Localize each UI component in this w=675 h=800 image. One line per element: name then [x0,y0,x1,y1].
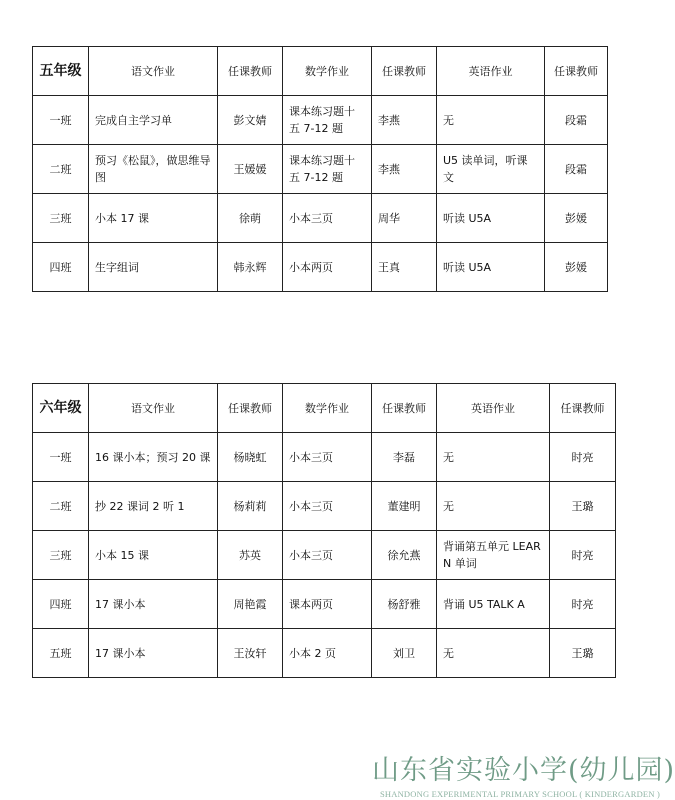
math-teacher: 徐允燕 [372,531,437,580]
math-homework: 小本三页 [283,433,372,482]
english-homework: 背诵 U5 TALK A [437,580,550,629]
header-math-homework: 数学作业 [283,47,372,96]
table-header-row [33,47,608,96]
grade5-homework-table [32,46,608,292]
english-homework: 无 [437,629,550,678]
english-teacher: 段霜 [545,96,608,145]
header-chinese-homework: 语文作业 [89,47,218,96]
table-row [33,145,608,194]
chinese-homework: 生字组词 [89,243,218,292]
chinese-homework: 16 课小本；预习 20 课 [89,433,218,482]
english-homework: 听读 U5A [437,243,545,292]
math-teacher: 董建明 [372,482,437,531]
school-name-chinese: 山东省实验小学(幼儿园) [372,755,675,786]
chinese-teacher: 王汝轩 [218,629,283,678]
chinese-teacher: 杨晓虹 [218,433,283,482]
chinese-homework: 小本 17 课 [89,194,218,243]
english-teacher: 时亮 [550,433,616,482]
chinese-homework: 17 课小本 [89,580,218,629]
chinese-homework: 预习《松鼠》，做思维导图 [89,145,218,194]
math-teacher: 王真 [372,243,437,292]
class-name: 一班 [33,433,89,482]
header-english-homework: 英语作业 [437,47,545,96]
chinese-teacher: 徐萌 [218,194,283,243]
english-homework: 无 [437,96,545,145]
chinese-teacher: 周艳霞 [218,580,283,629]
math-homework: 课本练习题十五 7-12 题 [283,96,372,145]
school-logo [372,748,675,799]
english-teacher: 段霜 [545,145,608,194]
english-teacher: 时亮 [550,580,616,629]
table-row [33,96,608,145]
chinese-homework: 17 课小本 [89,629,218,678]
math-homework: 小本三页 [283,194,372,243]
table-row [33,433,616,482]
grade-label: 五年级 [33,47,89,96]
header-teacher: 任课教师 [545,47,608,96]
header-teacher: 任课教师 [218,47,283,96]
math-homework: 小本三页 [283,482,372,531]
english-homework: 无 [437,433,550,482]
grade-label: 六年级 [33,384,89,433]
class-name: 二班 [33,145,89,194]
class-name: 四班 [33,580,89,629]
math-teacher: 李燕 [372,96,437,145]
table-row [33,629,616,678]
table-row [33,531,616,580]
english-teacher: 王璐 [550,482,616,531]
chinese-teacher: 苏英 [218,531,283,580]
chinese-homework: 抄 22 课词 2 听 1 [89,482,218,531]
math-homework: 小本三页 [283,531,372,580]
header-teacher: 任课教师 [372,384,437,433]
chinese-homework: 完成自主学习单 [89,96,218,145]
chinese-teacher: 彭文婧 [218,96,283,145]
class-name: 三班 [33,194,89,243]
header-teacher: 任课教师 [550,384,616,433]
english-teacher: 彭媛 [545,194,608,243]
class-name: 三班 [33,531,89,580]
math-homework: 课本两页 [283,580,372,629]
header-teacher: 任课教师 [372,47,437,96]
english-teacher: 王璐 [550,629,616,678]
math-homework: 小本 2 页 [283,629,372,678]
grade6-homework-table [32,383,616,678]
english-homework: 听读 U5A [437,194,545,243]
chinese-teacher: 王媛媛 [218,145,283,194]
class-name: 五班 [33,629,89,678]
math-teacher: 刘卫 [372,629,437,678]
math-teacher: 周华 [372,194,437,243]
chinese-homework: 小本 15 课 [89,531,218,580]
chinese-teacher: 韩永辉 [218,243,283,292]
english-homework: 背诵第五单元 LEARN 单词 [437,531,550,580]
header-english-homework: 英语作业 [437,384,550,433]
table-row [33,482,616,531]
english-homework: 无 [437,482,550,531]
math-teacher: 李磊 [372,433,437,482]
header-chinese-homework: 语文作业 [89,384,218,433]
header-math-homework: 数学作业 [283,384,372,433]
chinese-teacher: 杨莉莉 [218,482,283,531]
english-teacher: 彭媛 [545,243,608,292]
class-name: 四班 [33,243,89,292]
table-row [33,580,616,629]
class-name: 二班 [33,482,89,531]
school-name-english: SHANDONG EXPERIMENTAL PRIMARY SCHOOL ( KINDERGARDEN ) [379,789,661,799]
header-teacher: 任课教师 [218,384,283,433]
english-homework: U5 读单词，听课文 [437,145,545,194]
math-homework: 课本练习题十五 7-12 题 [283,145,372,194]
math-teacher: 李燕 [372,145,437,194]
table-row [33,243,608,292]
english-teacher: 时亮 [550,531,616,580]
class-name: 一班 [33,96,89,145]
math-teacher: 杨舒雅 [372,580,437,629]
table-row [33,194,608,243]
table-header-row [33,384,616,433]
math-homework: 小本两页 [283,243,372,292]
